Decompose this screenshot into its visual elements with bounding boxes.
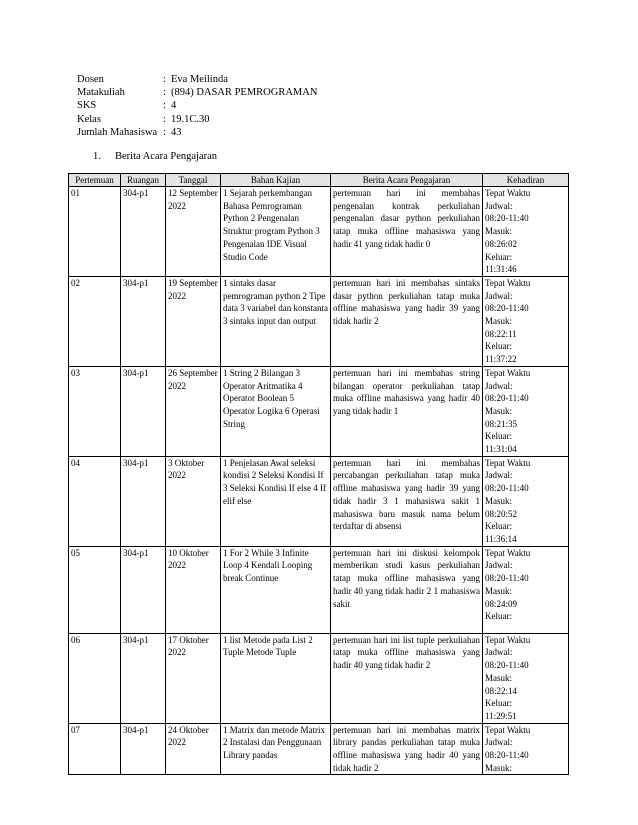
header-tanggal: Tanggal (166, 174, 221, 187)
kehadiran-line: Masuk: (485, 405, 512, 416)
info-row-matakuliah (77, 86, 317, 99)
colon: : (163, 113, 166, 125)
tanggal-cell: 12 September 2022 (166, 187, 221, 277)
kehadiran-line: 08:22:14 (485, 685, 518, 696)
bahan-kajian-cell: 1 sintaks dasar pemrograman python 2 Tipe data 3 variabel dan konstanta 3 sintaks input dan output (221, 276, 331, 366)
kehadiran-line: Jadwal: (485, 560, 513, 571)
kehadiran-line: Tepat Waktu (485, 188, 531, 198)
table-row (69, 276, 569, 366)
table-row (69, 633, 569, 723)
bahan-kajian-cell: 1 Matrix dan metode Matrix 2 Instalasi dan Penggunaan Library pandas (221, 723, 331, 775)
ruangan-cell: 304-p1 (121, 276, 166, 366)
ruangan-cell: 304-p1 (121, 633, 166, 723)
ruangan-cell: 304-p1 (121, 546, 166, 633)
kehadiran-line: Jadwal: (485, 380, 513, 391)
kehadiran-line: Keluar: (485, 521, 512, 532)
matakuliah-label: Matakuliah (77, 87, 125, 99)
kehadiran-cell (483, 456, 569, 546)
pertemuan-cell: 04 (69, 456, 121, 546)
kehadiran-line: Keluar: (485, 251, 512, 262)
kehadiran-cell (483, 276, 569, 366)
table-row (69, 187, 569, 277)
jumlah-value: 43 (171, 126, 182, 138)
kehadiran-line: Tepat Waktu (485, 457, 531, 468)
tanggal-cell: 17 Oktober 2022 (166, 633, 221, 723)
bahan-kajian-cell: 1 For 2 While 3 Infinite Loop 4 Kendali Looping break Continue (221, 546, 331, 633)
kehadiran-cell (483, 633, 569, 723)
header-bahan-kajian: Bahan Kajian (221, 174, 331, 187)
tanggal-cell: 3 Oktober 2022 (166, 456, 221, 546)
tanggal-cell: 24 Oktober 2022 (166, 723, 221, 775)
kehadiran-cell (483, 366, 569, 456)
kehadiran-line: 11:31:04 (485, 444, 517, 455)
kehadiran-line: Tepat Waktu (485, 277, 531, 288)
kehadiran-line: 11:37:22 (485, 354, 517, 365)
matakuliah-value: (894) DASAR PEMROGRAMAN (171, 87, 318, 99)
kehadiran-line: Masuk: (485, 316, 512, 327)
kehadiran-line: Tepat Waktu (485, 547, 531, 558)
dosen-value: Eva Meilinda (171, 74, 228, 85)
kehadiran-cell (483, 723, 569, 775)
colon: : (163, 74, 166, 85)
tanggal-cell: 10 Oktober 2022 (166, 546, 221, 633)
kehadiran-line: 08:26:02 (485, 238, 518, 249)
kehadiran-line: Masuk: (485, 495, 512, 506)
ruangan-cell: 304-p1 (121, 366, 166, 456)
kehadiran-line: 08:20-11:40 (485, 303, 529, 314)
section-number: 1. (93, 151, 101, 162)
section-title: Berita Acara Pengajaran (115, 151, 218, 162)
kehadiran-line: 08:20-11:40 (485, 750, 529, 761)
kehadiran-line: Jadwal: (485, 200, 513, 211)
ruangan-cell: 304-p1 (121, 187, 166, 277)
section-heading (93, 151, 217, 162)
berita-acara-cell: pertemuan hari ini diskusi kelompok memberikan studi kasus perkuliahan tatap muka offline mahasiswa yang hadir 40 yang tidak hadir 2 1 mahasiswa sakit (331, 546, 483, 633)
info-row-sks (77, 99, 317, 112)
table-row (69, 456, 569, 546)
kehadiran-line: 11:29:51 (485, 710, 517, 721)
kehadiran-line: 08:20-11:40 (485, 393, 529, 404)
info-row-kelas (77, 113, 317, 126)
sks-value: 4 (171, 100, 177, 112)
berita-acara-cell: pertemuan hari ini list tuple perkuliahan tatap muka offline mahasiswa yang hadir 40 yang tidak hadir 2 (331, 633, 483, 723)
colon: : (163, 126, 166, 138)
bahan-kajian-cell: 1 Sejarah perkembangan Bahasa Pemrograman Python 2 Pengenalan Struktur program Python 3 Pengenalan IDE Visual Studio Code (221, 187, 331, 277)
kehadiran-line: Keluar: (485, 611, 512, 622)
kehadiran-line: 08:20:52 (485, 508, 518, 519)
bahan-kajian-cell: 1 String 2 Bilangan 3 Operator Aritmatika 4 Operator Boolean 5 Operator Logika 6 Operasi String (221, 366, 331, 456)
kehadiran-cell (483, 187, 569, 277)
berita-acara-cell: pertemuan hari ini membahas sintaks dasar python perkuliahan tatap muka offline mahasiswa yang hadir 39 yang tidak hadir 2 (331, 276, 483, 366)
berita-acara-cell: pertemuan hari ini membahas matrix library pandas perkuliahan tatap muka offline mahasiswa yang hadir 40 yang tidak hadir 2 (331, 723, 483, 775)
kehadiran-line: Jadwal: (485, 647, 513, 658)
ruangan-cell: 304-p1 (121, 456, 166, 546)
kehadiran-line: 08:24:09 (485, 598, 518, 609)
header-berita-acara: Berita Acara Pengajaran (331, 174, 483, 187)
berita-acara-cell: pertemuan hari ini membahas pengenalan kontrak perkuliahan pengenalan dasar python perkuliahan tatap muka offline mahasiswa yang hadir 41 yang tidak hadir 0 (331, 187, 483, 277)
kehadiran-line: 08:20-11:40 (485, 213, 529, 224)
colon: : (163, 100, 166, 112)
table-body (69, 187, 569, 775)
pertemuan-cell: 01 (69, 187, 121, 277)
kehadiran-line: Tepat Waktu (485, 724, 531, 735)
jumlah-label: Jumlah Mahasiswa (77, 126, 158, 138)
pertemuan-cell: 07 (69, 723, 121, 775)
pertemuan-cell: 02 (69, 276, 121, 366)
tanggal-cell: 19 September 2022 (166, 276, 221, 366)
kehadiran-line: Jadwal: (485, 290, 513, 301)
berita-acara-cell: pertemuan hari ini membahas percabangan perkuliahan tatap muka offline mahasiswa yang hadir 39 yang tidak hadir 3 1 mahasiswa sakit 1 mahasiswa baru masuk nama belum terdaftar di absensi (331, 456, 483, 546)
info-row-dosen (77, 73, 317, 86)
kehadiran-line: Keluar: (485, 698, 512, 709)
kelas-label: Kelas (77, 113, 101, 125)
kehadiran-line: Masuk: (485, 762, 512, 773)
info-row-jumlah (77, 126, 317, 139)
berita-acara-cell: pertemuan hari ini membahas string bilangan operator perkuliahan tatap muka offline mahasiswa yang hadir 40 yang tidak hadir 1 (331, 366, 483, 456)
kehadiran-line: Masuk: (485, 226, 512, 237)
header-ruangan: Ruangan (121, 174, 166, 187)
pertemuan-cell: 06 (69, 633, 121, 723)
ruangan-cell: 304-p1 (121, 723, 166, 775)
kehadiran-line: 08:21:35 (485, 418, 518, 429)
kehadiran-line: Masuk: (485, 672, 512, 683)
kehadiran-line: 08:20-11:40 (485, 660, 529, 671)
kehadiran-cell (483, 546, 569, 633)
kehadiran-line: 11:31:46 (485, 264, 517, 275)
table-row (69, 546, 569, 633)
pertemuan-cell: 03 (69, 366, 121, 456)
berita-acara-table (68, 173, 569, 775)
bahan-kajian-cell: 1 list Metode pada List 2 Tuple Metode Tuple (221, 633, 331, 723)
kehadiran-line: 08:20-11:40 (485, 483, 529, 494)
pertemuan-cell: 05 (69, 546, 121, 633)
course-info (77, 73, 317, 139)
header-pertemuan: Pertemuan (69, 174, 121, 187)
kehadiran-line: Jadwal: (485, 737, 513, 748)
kehadiran-line: 08:20-11:40 (485, 573, 529, 584)
kehadiran-line: Tepat Waktu (485, 367, 531, 378)
colon: : (163, 87, 166, 99)
table-row (69, 366, 569, 456)
table-header-row (69, 174, 569, 187)
kehadiran-line: Masuk: (485, 585, 512, 596)
kehadiran-line: Tepat Waktu (485, 634, 531, 645)
kelas-value: 19.1C.30 (171, 113, 210, 125)
kehadiran-line: 08:22:11 (485, 328, 517, 339)
table-row (69, 723, 569, 775)
header-kehadiran: Kehadiran (483, 174, 569, 187)
kehadiran-line: Keluar: (485, 431, 512, 442)
dosen-label: Dosen (77, 74, 104, 85)
kehadiran-line: 11:36:14 (485, 533, 517, 544)
bahan-kajian-cell: 1 Penjelasan Awal seleksi kondisi 2 Seleksi Kondisi If 3 Seleksi Kondisi If else 4 If elif else (221, 456, 331, 546)
kehadiran-line: Keluar: (485, 341, 512, 352)
kehadiran-line: Jadwal: (485, 470, 513, 481)
sks-label: SKS (77, 100, 97, 112)
tanggal-cell: 26 September 2022 (166, 366, 221, 456)
